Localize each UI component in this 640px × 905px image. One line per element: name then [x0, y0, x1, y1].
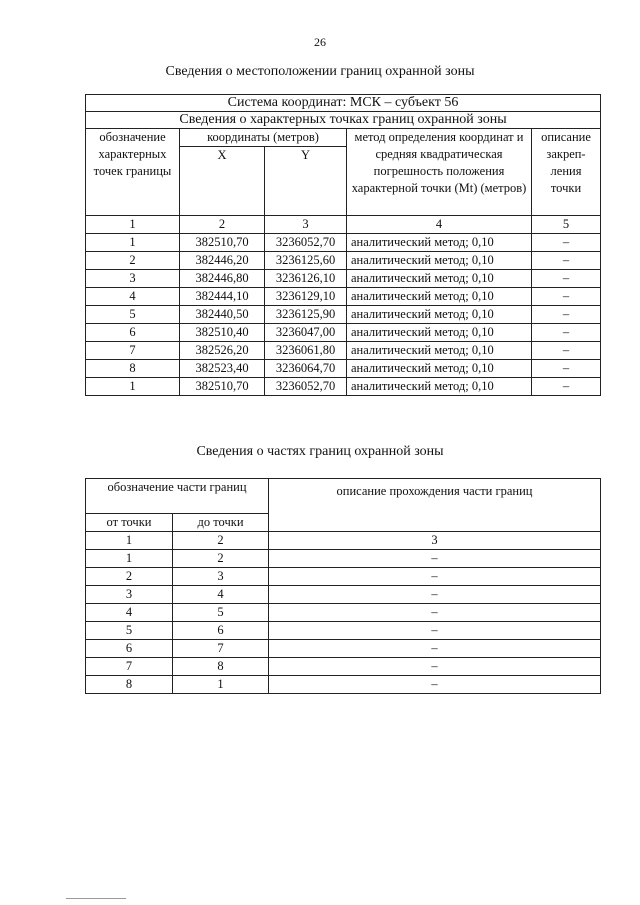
method-cell: аналитический метод; 0,10: [347, 378, 532, 396]
y-cell: 3236125,60: [265, 252, 347, 270]
table-row: [86, 676, 601, 694]
header-coordinates: координаты (метров): [180, 129, 347, 147]
y-cell: 3236126,10: [265, 270, 347, 288]
index-cell: 5: [532, 216, 601, 234]
x-cell: 382446,20: [180, 252, 265, 270]
table-row: [86, 270, 601, 288]
y-cell: 3236129,10: [265, 288, 347, 306]
from-cell: 8: [86, 676, 173, 694]
to-cell: 3: [173, 568, 269, 586]
page-number: 26: [314, 35, 326, 49]
section-title-boundary-parts: Сведения о частях границ охранной зоны: [196, 444, 444, 459]
table-row: [86, 378, 601, 396]
x-cell: 382440,50: [180, 306, 265, 324]
description-cell: –: [532, 234, 601, 252]
table-row: [86, 324, 601, 342]
header-method: метод определения координат и средняя квадратическая погрешность положения характерной точки (Mt) (метров): [347, 129, 532, 216]
header-x: X: [180, 147, 265, 216]
method-cell: аналитический метод; 0,10: [347, 234, 532, 252]
from-cell: 6: [86, 640, 173, 658]
boundary-parts-table: [85, 478, 601, 694]
method-cell: аналитический метод; 0,10: [347, 342, 532, 360]
index-cell: 2: [173, 532, 269, 550]
x-cell: 382526,20: [180, 342, 265, 360]
point-cell: 7: [86, 342, 180, 360]
to-cell: 7: [173, 640, 269, 658]
to-cell: 1: [173, 676, 269, 694]
table-row: [86, 360, 601, 378]
point-cell: 2: [86, 252, 180, 270]
header-description: описание закреп-ления точки: [532, 129, 601, 216]
method-cell: аналитический метод; 0,10: [347, 252, 532, 270]
section-title-coordinates: Сведения о местоположении границ охранной зоны: [165, 64, 475, 79]
description-cell: –: [269, 658, 601, 676]
description-cell: –: [269, 676, 601, 694]
description-cell: –: [532, 252, 601, 270]
table-row: [86, 252, 601, 270]
coordinate-system: Система координат: МСК – субъект 56: [86, 95, 601, 112]
table-row: [86, 550, 601, 568]
point-cell: 6: [86, 324, 180, 342]
x-cell: 382510,70: [180, 234, 265, 252]
table-row: [86, 640, 601, 658]
index-cell: 1: [86, 532, 173, 550]
footer-divider: [66, 898, 126, 899]
method-cell: аналитический метод; 0,10: [347, 270, 532, 288]
table-section-title: Сведения о характерных точках границ охранной зоны: [86, 112, 601, 129]
index-cell: 4: [347, 216, 532, 234]
table-row: [86, 568, 601, 586]
description-cell: –: [532, 360, 601, 378]
table-row: [86, 234, 601, 252]
description-cell: –: [532, 306, 601, 324]
header-from-point: от точки: [86, 514, 173, 532]
from-cell: 2: [86, 568, 173, 586]
y-cell: 3236061,80: [265, 342, 347, 360]
from-cell: 3: [86, 586, 173, 604]
x-cell: 382444,10: [180, 288, 265, 306]
header-part-designation: обозначение части границ: [86, 479, 269, 514]
y-cell: 3236052,70: [265, 234, 347, 252]
description-cell: –: [532, 270, 601, 288]
method-cell: аналитический метод; 0,10: [347, 360, 532, 378]
point-cell: 1: [86, 378, 180, 396]
method-cell: аналитический метод; 0,10: [347, 288, 532, 306]
x-cell: 382446,80: [180, 270, 265, 288]
point-cell: 5: [86, 306, 180, 324]
y-cell: 3236052,70: [265, 378, 347, 396]
from-cell: 4: [86, 604, 173, 622]
description-cell: –: [532, 288, 601, 306]
description-cell: –: [269, 550, 601, 568]
header-part-description: описание прохождения части границ: [269, 479, 601, 532]
y-cell: 3236047,00: [265, 324, 347, 342]
x-cell: 382510,70: [180, 378, 265, 396]
header-to-point: до точки: [173, 514, 269, 532]
from-cell: 1: [86, 550, 173, 568]
description-cell: –: [269, 568, 601, 586]
description-cell: –: [269, 586, 601, 604]
index-cell: 2: [180, 216, 265, 234]
description-cell: –: [532, 378, 601, 396]
header-y: Y: [265, 147, 347, 216]
index-cell: 3: [265, 216, 347, 234]
description-cell: –: [269, 622, 601, 640]
table-row: [86, 306, 601, 324]
table-row: [86, 342, 601, 360]
point-cell: 1: [86, 234, 180, 252]
table-row: [86, 604, 601, 622]
to-cell: 4: [173, 586, 269, 604]
index-cell: 3: [269, 532, 601, 550]
x-cell: 382523,40: [180, 360, 265, 378]
from-cell: 7: [86, 658, 173, 676]
table-row: [86, 658, 601, 676]
table-row: [86, 288, 601, 306]
header-point-designation: обозначение характерных точек границы: [86, 129, 180, 216]
description-cell: –: [532, 324, 601, 342]
description-cell: –: [269, 604, 601, 622]
y-cell: 3236125,90: [265, 306, 347, 324]
to-cell: 2: [173, 550, 269, 568]
index-cell: 1: [86, 216, 180, 234]
x-cell: 382510,40: [180, 324, 265, 342]
point-cell: 8: [86, 360, 180, 378]
point-cell: 4: [86, 288, 180, 306]
coordinates-table: [85, 94, 601, 396]
table-row: [86, 586, 601, 604]
table-row: [86, 622, 601, 640]
method-cell: аналитический метод; 0,10: [347, 306, 532, 324]
y-cell: 3236064,70: [265, 360, 347, 378]
to-cell: 5: [173, 604, 269, 622]
description-cell: –: [532, 342, 601, 360]
to-cell: 8: [173, 658, 269, 676]
point-cell: 3: [86, 270, 180, 288]
description-cell: –: [269, 640, 601, 658]
from-cell: 5: [86, 622, 173, 640]
to-cell: 6: [173, 622, 269, 640]
method-cell: аналитический метод; 0,10: [347, 324, 532, 342]
